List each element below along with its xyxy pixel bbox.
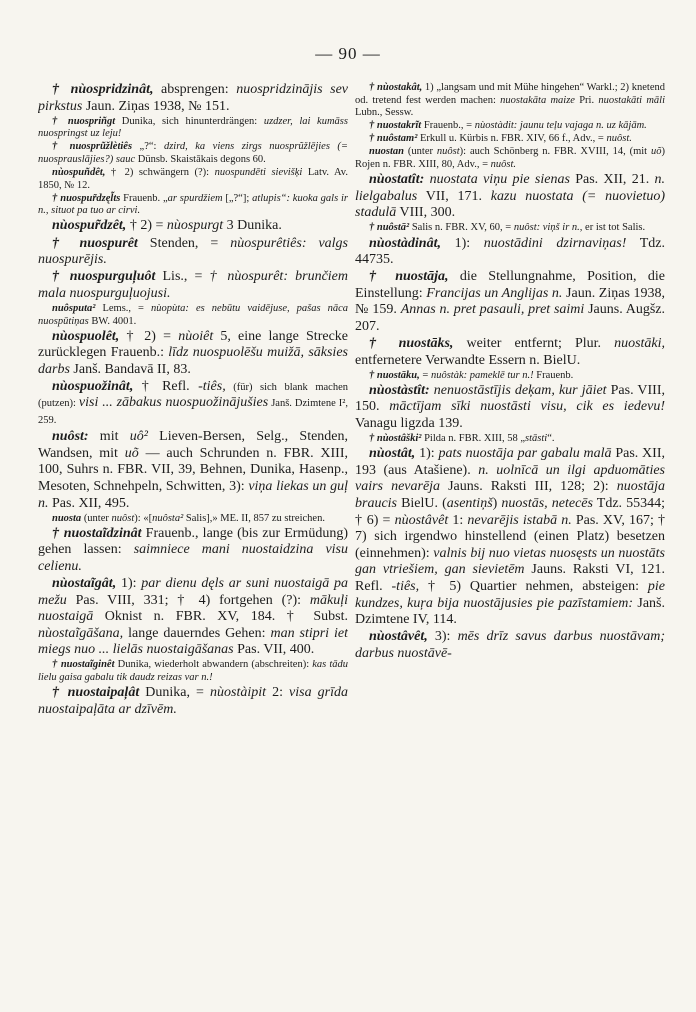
- entry-text: Lis., =: [155, 269, 210, 285]
- headword: nùospuolêt,: [52, 328, 120, 344]
- left-entry: [38, 429, 348, 512]
- entry-text: pats nuostāja par gabalu malā: [438, 446, 612, 462]
- entry-text: viņa liekas un guļ n.: [38, 478, 348, 511]
- right-entry: [355, 433, 665, 446]
- right-entry: [355, 82, 665, 120]
- entry-text: nuôst.: [606, 133, 632, 145]
- entry-text: nùoiêt: [178, 328, 214, 344]
- right-entry: [355, 370, 665, 383]
- entry-text: † 5) Quartier nehmen, absteigen:: [419, 579, 648, 594]
- entry-text: atlupis“: kuoka gals ir n., situot pa tuo ar cirvi.: [38, 192, 348, 217]
- entry-text: Dunika, sich hinunterdrängen:: [115, 115, 264, 127]
- headword: † nuospriñgt: [52, 115, 116, 127]
- entry-text: weiter entfernt; Plur.: [453, 336, 615, 352]
- entry-text: n. lielgabalus: [355, 172, 665, 204]
- entry-text: visa grīda nuostaipaļāta ar dzīvēm.: [38, 685, 348, 717]
- headword: † nùostâški²: [369, 433, 422, 445]
- entry-text: Jauns. Raksti VI, 121. Refl.: [355, 562, 665, 594]
- right-entry: [355, 629, 665, 662]
- entry-text: VIII, 300.: [396, 205, 456, 221]
- entry-text: Oknist n. FBR. XV, 184. † Subst.: [93, 609, 348, 625]
- left-entry: [38, 659, 348, 684]
- entry-text: Janš. Dzimtene I², 259.: [38, 398, 348, 427]
- entry-text: nùostàipit: [210, 685, 267, 701]
- right-entry: [355, 336, 665, 369]
- entry-text: nuostakāti māli: [598, 94, 665, 106]
- entry-text: -tiês,: [198, 378, 226, 394]
- headword: † nuosprũžlètiês: [52, 141, 133, 153]
- entry-text: Dunika, wiederholt abwandern (abschreiten):: [114, 659, 313, 671]
- headword: nùostatît:: [369, 172, 425, 188]
- left-entry: [38, 303, 348, 328]
- entry-text: “.: [547, 433, 555, 445]
- entry-text: 1):: [440, 235, 484, 251]
- entry-text: nuôsta²: [152, 512, 184, 524]
- left-entry: [38, 269, 348, 302]
- entry-text: Erkull u. Kürbis n. FBR. XIV, 66 f., Adv., =: [417, 133, 607, 145]
- headword: † nuostakrĩt: [369, 120, 422, 132]
- entry-text: nuostata viņu pie sienas: [429, 172, 570, 188]
- entry-text: Jauns. Raksti III, 128; 2):: [440, 479, 617, 495]
- entry-text: līdz nuospuolēšu muižā, sāksies darbs: [38, 345, 348, 377]
- entry-text: mākuļi nuostaigā: [38, 592, 348, 625]
- entry-text: par dienu dęls ar suni nuostaigā pa mežu: [38, 576, 348, 608]
- entry-text: 3 Dunika.: [223, 218, 282, 234]
- entry-text: — auch Schrunden n. FBR. XIII, 100, Suhrs n. FBR. VII, 39, Behnen, Dunika, Hasenp., Mesoten, Schnehpeln, Schwitten, 3):: [38, 445, 348, 494]
- entry-text: kas tādu lielu gaisa gabalu tik daudz reizas var n.!: [38, 659, 348, 684]
- entry-text: nuostādini dzirnaviņas!: [483, 235, 627, 251]
- left-entry: [38, 685, 348, 718]
- entry-text: † 2) schwängern (?):: [105, 167, 215, 179]
- headword: † nuostaĩginêt: [52, 659, 115, 671]
- entry-text: Pas. VII, 400.: [233, 642, 315, 658]
- entry-text: nuostakāta maize: [500, 94, 575, 106]
- entry-text: „?“:: [132, 141, 164, 153]
- entry-text: Pas. VIII, 331; † 4) fortgehen (?):: [66, 592, 310, 608]
- entry-text: saimniece mani nuostaidzina visu celienu.: [38, 542, 348, 574]
- entry-text: er ist tot Salis.: [582, 222, 646, 234]
- entry-text: Janš. Bandavā II, 83.: [69, 361, 191, 377]
- entry-text: Annas n. pret pasauli, pret saimi: [400, 302, 585, 318]
- right-entry: [355, 222, 665, 235]
- entry-text: Janš. Dzimtene IV, 114.: [355, 595, 665, 628]
- entry-text: =: [419, 369, 431, 381]
- entry-text: nuostāki,: [614, 336, 665, 352]
- entry-text: Jauns. Augšz. 207.: [355, 302, 665, 334]
- entry-text: Jaun. Ziņas 1938, № 159.: [355, 285, 665, 318]
- headword: † nuospurguļuôt: [52, 269, 156, 285]
- headword: nùostàstît:: [369, 382, 430, 398]
- entry-text: Pas. VIII, 150.: [355, 382, 665, 415]
- entry-text: pie kundzes, kuŗa bija nuostājusies pie pazīstamiem:: [355, 579, 665, 611]
- entry-text: nuôst: viņš ir n.,: [513, 222, 583, 234]
- headword: † nuostāja,: [369, 269, 449, 285]
- entry-text: -tiês,: [391, 579, 420, 594]
- left-entry: [38, 576, 348, 659]
- entry-text: (unter: [404, 146, 437, 158]
- headword: † nùostakât,: [369, 82, 423, 93]
- entry-text: Pilda n. FBR. XIII, 58 „: [421, 433, 526, 445]
- headword: nùostaĩgât,: [52, 576, 117, 591]
- entry-text: † 2) =: [119, 328, 179, 344]
- entry-text: nùostâvêt: [394, 512, 449, 528]
- entry-text: Tdz. 55344; † 6) =: [355, 496, 665, 528]
- entry-text: ): [492, 496, 502, 512]
- entry-text: 1):: [415, 446, 439, 462]
- right-entry: [355, 269, 665, 335]
- entry-text: (für) sich blank machen (putzen):: [38, 381, 348, 410]
- entry-text: Tdz. 44735.: [355, 235, 665, 268]
- entry-text: Dünsb. Skaistākais degons 60.: [135, 153, 266, 165]
- entry-text: nùospurêtiês: valgs nuospurējis.: [38, 235, 348, 268]
- headword: † nuostāku,: [369, 369, 420, 381]
- headword: nuôst:: [52, 429, 89, 445]
- entry-text: Pas. XII, 193 (aus Atašiene).: [355, 446, 665, 478]
- right-column: [355, 82, 665, 987]
- entry-text: nuostās, netecēs: [501, 496, 593, 512]
- entry-text: ) Rojen n. FBR. XIII, 80, Adv., =: [355, 146, 665, 171]
- left-entry: [38, 116, 348, 141]
- left-entry: [38, 193, 348, 218]
- entry-text: 3):: [427, 629, 458, 645]
- entry-text: nùospurgt: [166, 218, 224, 234]
- entry-text: 1):: [116, 576, 142, 591]
- entry-text: Vanagu ligzda 139.: [355, 416, 463, 432]
- headword: nuôsputa²: [52, 302, 96, 314]
- headword: † nuostaĩdzinât: [52, 525, 142, 541]
- entry-text: nùostaĩgāšana,: [38, 625, 124, 641]
- entry-text: Salis n. FBR. XV, 60, =: [409, 222, 514, 234]
- headword: nuostan: [369, 146, 405, 158]
- left-entry: [38, 167, 348, 192]
- right-entry: [355, 383, 665, 433]
- right-entry: [355, 446, 665, 629]
- left-column: [38, 82, 348, 987]
- entry-text: lange dauerndes Gehen:: [123, 625, 271, 641]
- entry-text: Latv. Av. 1850, № 12.: [38, 167, 348, 191]
- headword: nùospuñdêt,: [52, 167, 106, 179]
- headword: † nùospridzinât,: [52, 82, 154, 97]
- entry-text: stāsti: [525, 433, 548, 445]
- right-entry: [355, 172, 665, 222]
- entry-text: † Refl.: [133, 378, 199, 394]
- entry-text: Jaun. Ziņas 1938, № 151.: [82, 98, 230, 114]
- left-entry: [38, 236, 348, 269]
- entry-text: n. uolnīcā un ilgi apduomāties vairs nevarēja: [355, 462, 665, 495]
- entry-text: māctījam sīki nuostāsti visu, cik es iedevu!: [389, 399, 665, 415]
- entry-text: (unter: [81, 512, 112, 524]
- headword: nùostàdinât,: [369, 235, 441, 251]
- entry-text: Francijas un Anglijas n.: [426, 285, 563, 301]
- entry-text: † 2) =: [126, 218, 167, 234]
- headword: † nuôstā²: [369, 222, 410, 234]
- entry-text: man stipri iet miegs nuo ... lielās nuostaigāšanas: [38, 625, 348, 658]
- entry-text: uô²: [129, 429, 148, 445]
- entry-text: nuôst: [436, 146, 460, 158]
- entry-text: die Stellungnahme, Position, die Einstellung:: [355, 269, 665, 301]
- entry-text: 2:: [266, 685, 290, 701]
- entry-text: nuôstàk: pameklē tur n.!: [430, 369, 534, 381]
- headword: nùostât,: [369, 446, 416, 462]
- entry-text: kazu nuostata (= nuovietuo) stadulā: [355, 188, 665, 221]
- entry-text: nùostàdit: jaunu teļu vajaga n. uz kājām.: [474, 120, 647, 132]
- entry-text: valnis bij nuo vietas nuosęsts un nuostāts gan vtriešiem, gan sievietēm: [355, 545, 665, 578]
- entry-text: Frauenb. „: [120, 192, 168, 204]
- left-entry: [38, 329, 348, 379]
- entry-text: uõ: [124, 445, 139, 461]
- entry-text: 5, eine lange Strecke zurücklegen Frauenb.:: [38, 328, 348, 361]
- entry-text: nùopùta: es nebūtu vaidējuse, pašas nāca nuospūtiņas: [38, 302, 348, 327]
- entry-text: Lubn., Sessw.: [355, 107, 414, 119]
- page-number: — 90 —: [315, 44, 381, 63]
- right-entry: [355, 133, 665, 146]
- entry-text: mit: [88, 429, 130, 445]
- entry-text: VII, 171.: [417, 188, 491, 204]
- entry-text: 1) „langsam und mit Mühe hingehen“ Warkl.; 2) knetend od. tretend fest werden machen:: [355, 82, 665, 106]
- entry-text: nuôst.: [490, 159, 517, 171]
- entry-text: † nùospurêt: brunčiem mala nuospurguļuojusi.: [38, 269, 348, 301]
- entry-text: asentiņš: [446, 496, 493, 512]
- entry-text: Frauenb.: [533, 369, 574, 381]
- headword: † nuospur̃dzęl̃ts: [52, 192, 121, 204]
- entry-text: BielU. (: [397, 496, 447, 512]
- entry-text: Dunika, =: [139, 685, 211, 701]
- entry-text: nuôst: [111, 512, 135, 524]
- entry-text: ): auch Schönberg n. FBR. XVIII, 14, (mit: [459, 146, 651, 158]
- left-entry: [38, 513, 348, 526]
- left-entry: [38, 526, 348, 576]
- headword: † nuostāks,: [369, 336, 454, 352]
- entry-text: ar spurdžiem: [167, 192, 223, 204]
- left-entry: [38, 218, 348, 235]
- left-entry: [38, 379, 348, 429]
- entry-text: nuospundēti sievišķi: [214, 167, 303, 179]
- entry-text: Frauenb., lange (bis zur Ermüdung) gehen lassen:: [38, 525, 348, 558]
- entry-text: absprengen:: [153, 82, 237, 97]
- entry-text: Salis],» ME. II, 857 zu streichen.: [183, 512, 325, 524]
- headword: † nuostaipaļât: [52, 685, 140, 701]
- right-entry: [355, 120, 665, 133]
- entry-text: nuostāja braucis: [355, 479, 665, 512]
- right-entry: [355, 146, 665, 171]
- right-entry: [355, 236, 665, 269]
- entry-text: Stenden, =: [137, 235, 231, 251]
- headword: nùospuožinât,: [52, 378, 134, 394]
- entry-text: uõ: [651, 146, 662, 158]
- entry-text: Pas. XII, 495.: [48, 495, 130, 511]
- entry-text: nenuostāstījis deķam, kur jāiet: [433, 382, 607, 398]
- entry-text: entfernetere Verwandte Essern n. BielU.: [355, 352, 581, 368]
- entry-text: Pri.: [574, 94, 599, 106]
- headword: nuosta: [52, 512, 82, 524]
- entry-text: visi ... zābakus nuospuožinājušies: [78, 395, 269, 411]
- left-entry: [38, 82, 348, 115]
- entry-text: BW. 4001.: [88, 315, 137, 327]
- entry-text: Pas. XII, 21.: [569, 172, 655, 188]
- entry-text: uzdzer, lai kumāss nuospringst uz leju!: [38, 115, 348, 140]
- headword: nùostâvêt,: [369, 629, 428, 645]
- entry-text: Lems., =: [95, 302, 152, 314]
- entry-text: nuospridzinājis sev pirkstus: [38, 82, 348, 114]
- entry-text: dzird, ka viens zirgs nuosprũžlējies (= nuosprauslājies?) sauc: [38, 141, 348, 165]
- entry-text: mēs drīz savus darbus nuostāvam; darbus nuostāvē-: [355, 629, 665, 661]
- left-entry: [38, 141, 348, 166]
- entry-text: 1:: [448, 512, 468, 528]
- entry-text: ): «[: [134, 512, 153, 524]
- headword: nùospur̃dzêt,: [52, 218, 127, 234]
- entry-text: [„?“];: [222, 192, 253, 204]
- entry-text: Lieven-Bersen, Selg., Stenden, Wandsen, mit: [38, 429, 348, 461]
- entry-text: nevarējis istabā n.: [467, 512, 572, 528]
- entry-text: Frauenb., =: [421, 120, 475, 132]
- entry-text: Pas. XV, 167; † 7) sich irgendwo hinstellend (einen Platz) besetzen (einnehmen):: [355, 512, 665, 561]
- headword: † nuôstam²: [369, 133, 418, 145]
- headword: † nuospurêt: [52, 235, 138, 251]
